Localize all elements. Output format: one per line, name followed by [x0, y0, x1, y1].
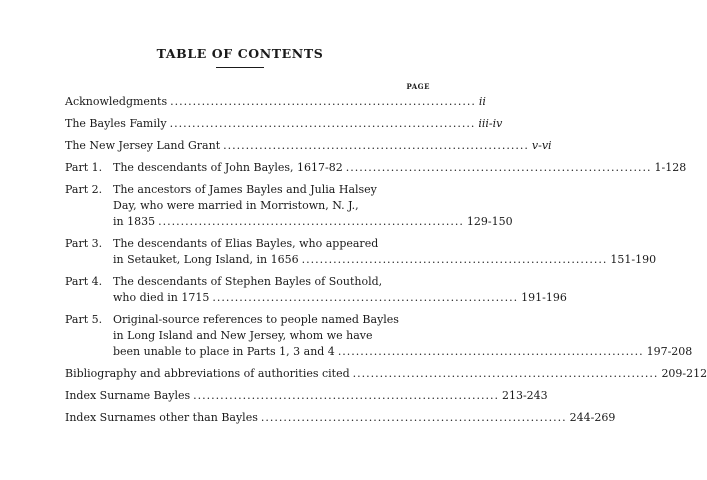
- part-label: Part 3.: [65, 237, 103, 250]
- toc-title: TABLE OF CONTENTS: [156, 46, 324, 61]
- toc-entry-part-1: [65, 160, 687, 176]
- toc-entry-land-grant: [65, 138, 552, 154]
- toc-entry-index-other: [65, 410, 616, 426]
- entry-page: 197-208: [646, 345, 693, 358]
- leader-dots: ....................................................................: [337, 345, 644, 358]
- entry-text: The New Jersey Land Grant: [65, 139, 221, 152]
- entry-page: ii: [478, 95, 486, 108]
- entry-page: v-vi: [531, 139, 552, 152]
- toc-entry-bibliography: [65, 366, 707, 382]
- entry-page: 1-128: [654, 161, 687, 174]
- leader-dots: ....................................................................: [193, 389, 499, 402]
- leader-dots: ....................................................................: [169, 117, 476, 130]
- entry-text: The Bayles Family: [65, 117, 167, 130]
- entry-text: Index Surname Bayles: [65, 389, 191, 402]
- leader-dots: ....................................................................: [212, 291, 519, 304]
- entry-text: who died in 1715: [113, 291, 210, 304]
- leader-dots: ....................................................................: [260, 411, 567, 424]
- entry-page: 244-269: [569, 411, 616, 424]
- part-label: Part 4.: [65, 275, 103, 288]
- entry-text: Bibliography and abbreviations of authorities cited: [65, 367, 350, 380]
- leader-dots: ....................................................................: [223, 139, 529, 152]
- entry-text: in Setauket, Long Island, in 1656: [113, 253, 299, 266]
- entry-page: 151-190: [610, 253, 657, 266]
- entry-text: The descendants of Elias Bayles, who appeared: [113, 237, 379, 250]
- entry-text: The ancestors of James Bayles and Julia Halsey: [113, 183, 377, 196]
- entry-page: 191-196: [521, 291, 567, 304]
- toc-entry-index-bayles: [65, 388, 548, 404]
- part-label: Part 1.: [65, 161, 103, 174]
- entry-text: in 1835: [113, 215, 156, 228]
- page-column-heading: PAGE: [406, 82, 430, 91]
- entry-text: The descendants of John Bayles, 1617-82: [113, 161, 343, 174]
- toc-entry-part-3: [65, 236, 657, 268]
- title-rule: [216, 67, 264, 68]
- entry-text: Acknowledgments: [65, 95, 168, 108]
- leader-dots: ....................................................................: [352, 367, 659, 380]
- entry-text: Day, who were married in Morristown, N. J.,: [113, 199, 359, 212]
- part-label: Part 5.: [65, 313, 103, 326]
- toc-entries: [65, 88, 707, 426]
- part-label: Part 2.: [65, 183, 103, 196]
- entry-text: in Long Island and New Jersey, whom we have: [113, 329, 373, 342]
- entry-text: Original-source references to people named Bayles: [113, 313, 399, 326]
- toc-entry-acknowledgments: [65, 94, 486, 110]
- toc-entry-bayles-family: [65, 116, 503, 132]
- leader-dots: ....................................................................: [301, 253, 608, 266]
- entry-text: been unable to place in Parts 1, 3 and 4: [113, 345, 335, 358]
- leader-dots: ....................................................................: [158, 215, 464, 228]
- toc-entry-part-2: [65, 182, 513, 230]
- entry-page: 129-150: [466, 215, 513, 228]
- entry-page: 209-212: [661, 367, 707, 380]
- toc-entry-part-5: [65, 312, 693, 360]
- entry-text: The descendants of Stephen Bayles of Southold,: [113, 275, 383, 288]
- entry-text: Index Surnames other than Bayles: [65, 411, 258, 424]
- leader-dots: ....................................................................: [170, 95, 476, 108]
- toc-entry-part-4: [65, 274, 567, 306]
- leader-dots: ....................................................................: [345, 161, 652, 174]
- entry-page: iii-iv: [478, 117, 503, 130]
- entry-page: 213-243: [501, 389, 548, 402]
